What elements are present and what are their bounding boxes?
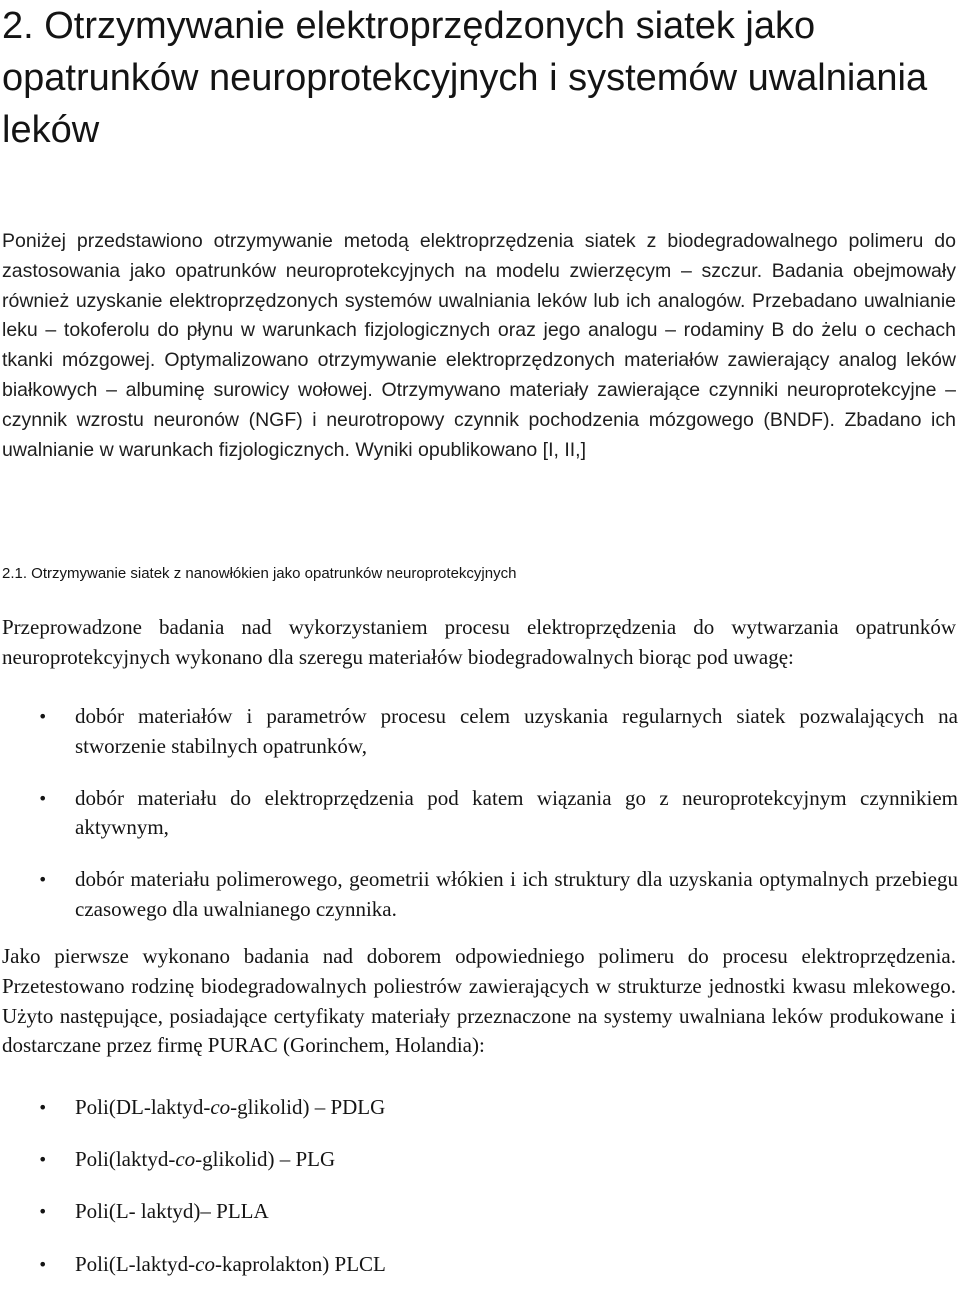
requirements-list — [0, 702, 958, 947]
paragraph-polymers: Jako pierwsze wykonano badania nad doborem odpowiedniego polimeru do procesu elektroprzędzenia. Przetestowano rodzinę biodegradowalnych poliestrów zawierających w strukturze jednostki kwasu mlekowego. Użyto następujące, posiadające certyfikaty materiały przeznaczone na systemy uwalniana leków produkowane i dostarczane przez firmę PURAC (Gorinchem, Holandia): — [2, 944, 956, 1058]
bullet-icon: • — [38, 707, 48, 726]
section-title: 2. Otrzymywanie elektroprzędzonych siatek jako opatrunków neuroprotekcyjnych i systemów uwalniania leków — [2, 5, 928, 151]
list-item — [0, 1093, 958, 1123]
polymer-name: Poli(laktyd-co-glikolid) – PLG — [75, 1147, 336, 1172]
bullet-icon: • — [38, 1254, 48, 1274]
bullet-icon: • — [38, 788, 48, 808]
list-item — [0, 1197, 958, 1227]
polymer-list — [0, 1093, 958, 1302]
list-item-text: dobór materiału do elektroprzędzenia pod katem wiązania go z neuroprotekcyjnym czynnikiem aktywnym, — [75, 785, 958, 840]
intro-paragraph: Poniżej przedstawiono otrzymywanie metodą elektroprzędzenia siatek z biodegradowalnego polimeru do zastosowania jako opatrunków neuroprotekcyjnych na modelu zwierzęcym – szczur. Badania obejmowały również uzyskanie elektroprzędzonych systemów uwalniania leków lub ich analogów. Przebadano uwalnianie leku – tokoferolu do płynu w warunkach fizjologicznych oraz jego analogu – rodaminy B do żelu o cechach tkanki mózgowej. Optymalizowano otrzymywanie elektroprzędzonych materiałów zawierający analog leków białkowych – albuminę surowicy wołowej. Otrzymywano materiały zawierające czynniki neuroprotekcyjne – czynnik wzrostu neuronów (NGF) i neurotropowy czynnik pochodzenia mózgowego (BNDF). Zbadano ich uwalnianie w warunkach fizjologicznych. Wyniki opublikowano [I, II,] — [2, 230, 956, 461]
list-item-text: dobór materiału polimerowego, geometrii włókien i ich struktury dla uzyskania optymalnych przebiegu czasowego dla uwalnianego czynnika. — [75, 867, 958, 921]
bullet-icon: • — [38, 1150, 48, 1170]
list-item — [0, 1145, 958, 1175]
bullet-icon: • — [38, 870, 48, 890]
polymer-name: Poli(DL-laktyd-co-glikolid) – PDLG — [75, 1095, 386, 1119]
bullet-icon: • — [38, 1098, 48, 1117]
polymer-name: Poli(L-laktyd-co-kaprolakton) PLCL — [75, 1251, 386, 1276]
subsection-heading: 2.1. Otrzymywanie siatek z nanowłókien jako opatrunków neuroprotekcyjnych — [2, 565, 517, 582]
list-item — [0, 702, 958, 762]
list-item — [0, 865, 958, 925]
list-item — [0, 1250, 958, 1280]
polymer-name: Poli(L- laktyd)– PLLA — [75, 1199, 269, 1224]
list-item — [0, 784, 958, 844]
paragraph-requirements: Przeprowadzone badania nad wykorzystaniem procesu elektroprzędzenia do wytwarzania opatrunków neuroprotekcyjnych wykonano dla szeregu materiałów biodegradowalnych biorąc pod uwagę: — [2, 615, 956, 669]
list-item-text: dobór materiałów i parametrów procesu celem uzyskania regularnych siatek pozwalających na stworzenie stabilnych opatrunków, — [75, 704, 958, 758]
bullet-icon: • — [38, 1202, 48, 1222]
